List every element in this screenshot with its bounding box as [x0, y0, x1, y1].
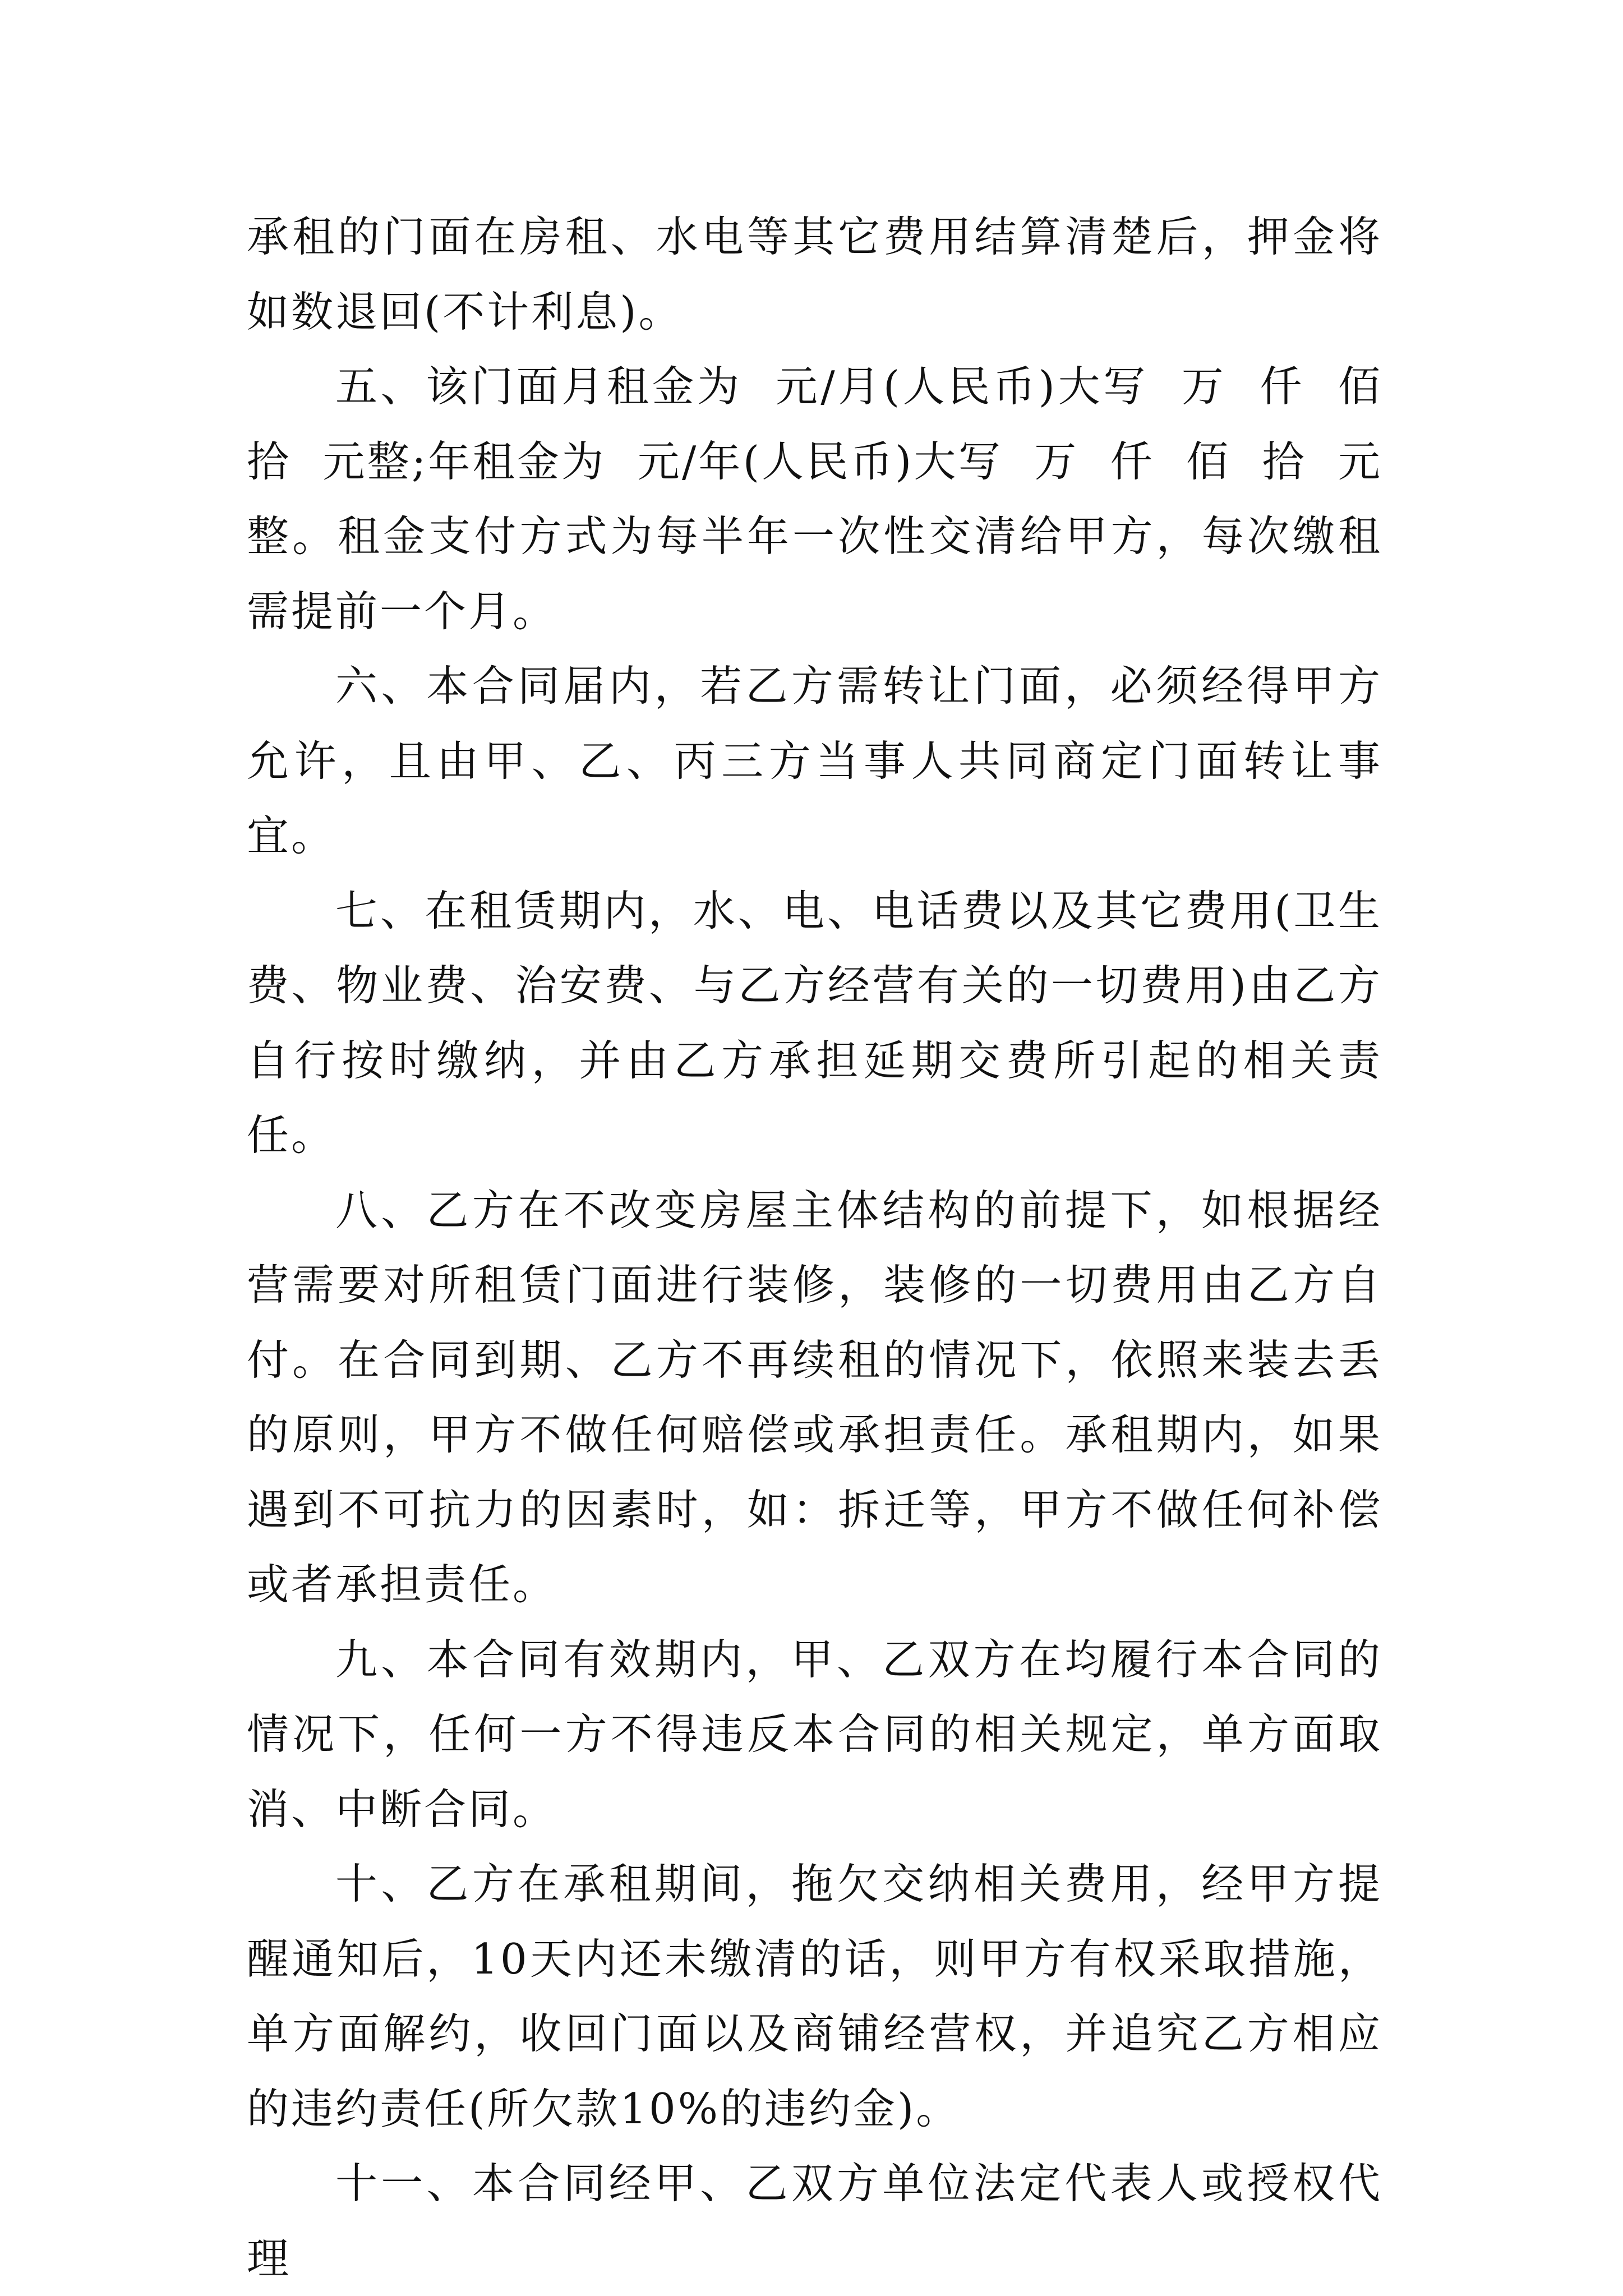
paragraph-clause-6-transfer: 六、本合同届内，若乙方需转让门面，必须经得甲方允许，且由甲、乙、丙三方当事人共同商定门面转让事宜。	[247, 661, 1382, 860]
paragraph-clause-7-fees: 七、在租赁期内，水、电、电话费以及其它费用(卫生费、物业费、治安费、与乙方经营有关的一切费用)由乙方自行按时缴纳，并由乙方承担延期交费所引起的相关责任。	[247, 886, 1382, 1160]
paragraph-clause-9-validity: 九、本合同有效期内，甲、乙双方在均履行本合同的情况下，任何一方不得违反本合同的相关规定，单方面取消、中断合同。	[247, 1634, 1382, 1834]
paragraph-clause-8-renovation: 八、乙方在不改变房屋主体结构的前提下，如根据经营需要对所租赁门面进行装修，装修的一切费用由乙方自付。在合同到期、乙方不再续租的情况下，依照来装去丢的原则，甲方不做任何赔偿或承担责任。承租期内，如果遇到不可抗力的因素时，如：拆迁等，甲方不做任何补偿或者承担责任。	[247, 1185, 1382, 1609]
paragraph-clause-11-signing: 十一、本合同经甲、乙双方单位法定代表人或授权代理	[247, 2159, 1382, 2283]
document-body	[247, 200, 1414, 2296]
paragraph-clause-10-arrears: 十、乙方在承租期间，拖欠交纳相关费用，经甲方提醒通知后，10天内还未缴清的话，则甲方有权采取措施，单方面解约，收回门面以及商铺经营权，并追究乙方相应的违约责任(所欠款10%的违约金)。	[247, 1859, 1382, 2133]
paragraph-deposit-refund: 承租的门面在房租、水电等其它费用结算清楚后，押金将如数退回(不计利息)。	[247, 212, 1382, 336]
paragraph-clause-5-rent: 五、该门面月租金为 元/月(人民币)大写 万 仟 佰 拾 元整;年租金为 元/年(人民币)大写 万 仟 佰 拾 元整。租金支付方式为每半年一次性交清给甲方，每次缴租需提前一个月。	[247, 362, 1414, 636]
